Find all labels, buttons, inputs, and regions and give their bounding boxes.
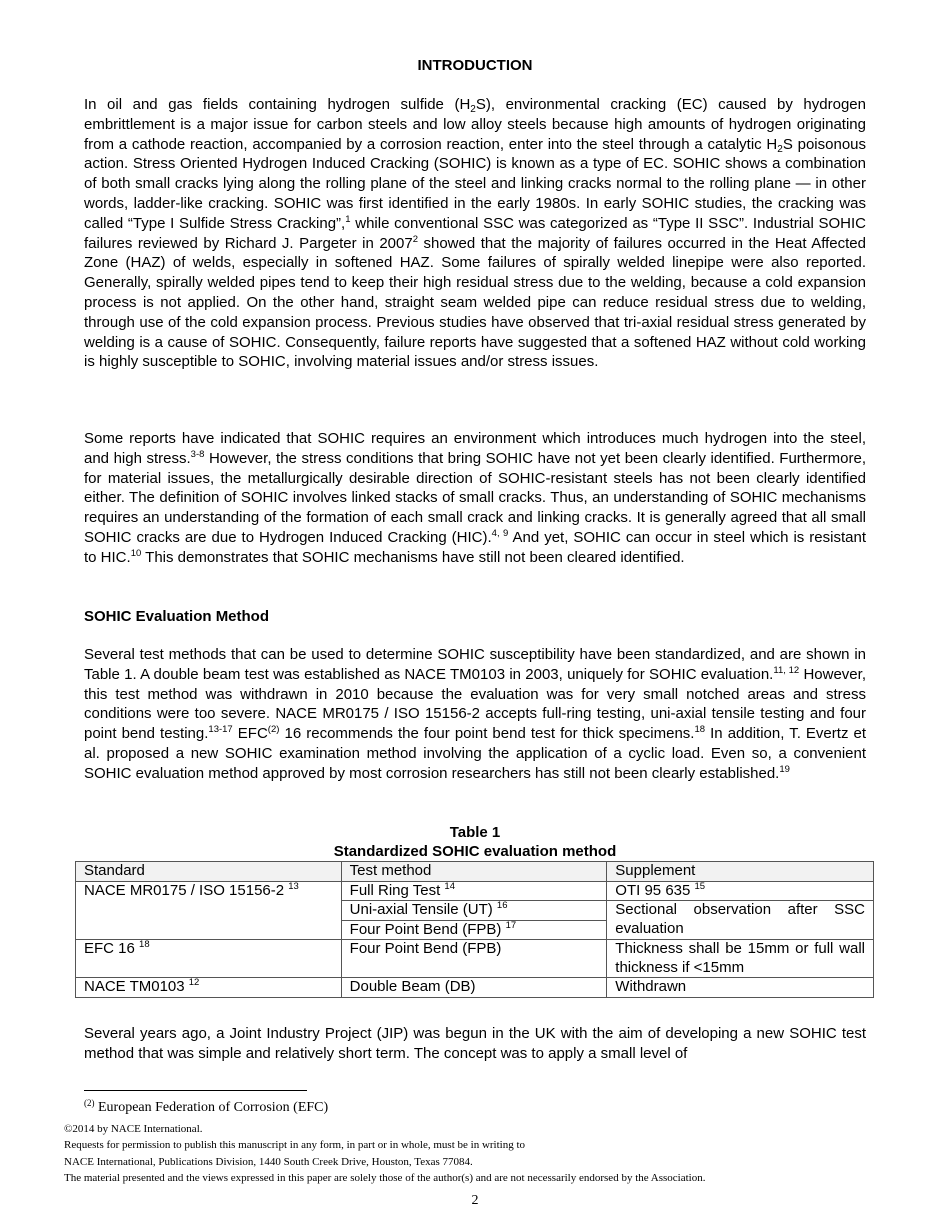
intro-paragraph-2 [84, 429, 866, 568]
footnote-mark: (2) [84, 1098, 95, 1108]
citation-ref: 15 [694, 880, 706, 892]
standard-cell [76, 978, 342, 998]
footnote-ref: (2) [267, 724, 280, 736]
cell-text: OTI 95 635 [615, 881, 695, 899]
text-run: This demonstrates that SOHIC mechanisms have still not been cleared identified. [141, 548, 685, 566]
header-cell: Supplement [607, 862, 874, 882]
citation-ref: 16 [496, 900, 508, 911]
citation-ref: 11, 12 [773, 664, 800, 676]
citation-ref: 19 [779, 763, 790, 775]
text-run: Several test methods that can be used to determine SOHIC susceptibility have been standardized, and are shown in Table 1. A double beam test was established as NACE TM0103 in 2003, uniquely for SOHIC evaluation. [84, 646, 866, 683]
evaluation-paragraph [84, 645, 866, 784]
footnote-divider [84, 1090, 307, 1091]
text-run: 16 recommends the four point bend test for thick specimens. [279, 725, 695, 743]
subscript: 2 [777, 143, 783, 155]
text-run: However, the stress conditions that bring SOHIC have not yet been clearly identified. Furthermore, for material issues, the metallurgically desirable direction of SOHIC-resistant steels has not been clearly identified either. The definition of SOHIC involves linked stacks of small cracks. Thus, an understanding of SOHIC mechanisms requires an understanding of the formation of each small crack and linking cracks. It is generally agreed that all small SOHIC cracks are due to Hydrogen Induced Cracking (HIC). [84, 449, 866, 546]
footnote [84, 1100, 328, 1116]
cell-text: Full Ring Test [349, 881, 445, 899]
table-row [76, 881, 874, 901]
standard-cell [76, 940, 342, 978]
method-cell: Double Beam (DB) [341, 978, 607, 998]
legal-line: Requests for permission to publish this manuscript in any form, in part or in whole, must be in writing to [64, 1139, 526, 1151]
text-run: However, this test method was withdrawn in 2010 because the evaluation was for very small notched areas and stress conditions were too severe. NACE MR0175 / ISO 15156-2 accepts full-ring testing, uni-axial tensile testing and four point bend testing. [84, 665, 866, 743]
jip-paragraph: Several years ago, a Joint Industry Project (JIP) was begun in the UK with the aim of developing a new SOHIC test method that was simple and relatively short term. The concept was to apply a small level of [84, 1025, 866, 1062]
citation-ref: 18 [694, 724, 706, 736]
supplement-cell: Sectional observation after SSC evaluation [607, 901, 874, 940]
intro-paragraph-1 [84, 95, 866, 372]
copyright-line: ©2014 by NACE International. [64, 1123, 203, 1135]
method-cell: Four Point Bend (FPB) [341, 940, 607, 978]
legal-line: The material presented and the views expressed in this paper are solely those of the author(s) and are not necessarily endorsed by the Association. [64, 1172, 706, 1184]
footnote-text: European Federation of Corrosion (EFC) [94, 1100, 329, 1115]
text-run: showed that the majority of failures occurred in the Heat Affected Zone (HAZ) of welds, especially in softened HAZ. Some failures of spirally welded linepipe were also reported. Generally, spirally welded pipes tend to keep their high residual stress due to the welding, because a cold expansion process is not applied. On the other hand, straight seam welded pipe can reduce residual stress due to welding, through use of the cold expansion process. Previous studies have observed that tri-axial residual stress generated by welding is a cause of SOHIC. Consequently, failure reports have suggested that a softened HAZ without cold working is highly susceptible to SOHIC, involving material issues and/or stress issues. [84, 234, 866, 371]
text-run: Some reports have indicated that SOHIC requires an environment which introduces much hydrogen into the steel, and high stress. [84, 430, 866, 467]
cell-text: NACE MR0175 / ISO 15156-2 [84, 881, 289, 899]
table-header-row [76, 862, 874, 882]
citation-ref: 13-17 [208, 724, 233, 736]
supplement-cell [607, 881, 874, 901]
legal-line: NACE International, Publications Division, 1440 South Creek Drive, Houston, Texas 77084. [64, 1156, 473, 1168]
subscript: 2 [470, 104, 476, 115]
citation-ref: 17 [505, 919, 517, 931]
text-run: In addition, T. Evertz et al. proposed a new SOHIC examination method involving the application of a cyclic load. Even so, a convenient SOHIC evaluation method approved by most corrosion researchers has still not been clearly established. [84, 725, 867, 782]
text-run: S poisonous action. Stress Oriented Hydrogen Induced Cracking (SOHIC) is known as a type of EC. SOHIC shows a combination of both small cracks lying along the rolling plane of the steel and linking cracks normal to the rolling plane — in other words, ladder-like cracking. SOHIC was first identified in the early 1980s. In early SOHIC studies, the cracking was called “Type I Sulfide Stress Cracking”, [84, 135, 866, 232]
supplement-cell: Withdrawn [607, 978, 874, 998]
method-cell [341, 901, 607, 921]
table-row [76, 978, 874, 998]
cell-text: Four Point Bend (FPB) [349, 920, 506, 938]
supplement-cell: Thickness shall be 15mm or full wall thickness if <15mm [607, 940, 874, 978]
text-run: EFC [232, 725, 268, 743]
citation-ref: 4, 9 [491, 527, 509, 539]
page-number: 2 [471, 1193, 479, 1208]
header-cell: Test method [341, 862, 607, 882]
header-cell: Standard [76, 862, 342, 882]
citation-ref: 2 [412, 233, 418, 245]
citation-ref: 1 [345, 213, 351, 225]
citation-ref: 18 [139, 939, 150, 950]
citation-ref: 10 [130, 547, 142, 559]
citation-ref: 12 [188, 977, 200, 988]
cell-text: NACE TM0103 [84, 978, 189, 995]
table-row [76, 940, 874, 978]
method-cell [341, 920, 607, 940]
table-title: Standardized SOHIC evaluation method [333, 843, 617, 860]
text-run: In oil and gas fields containing hydrogen sulfide (H [84, 96, 471, 113]
text-run: And yet, SOHIC can occur in steel which is resistant to HIC. [84, 528, 866, 566]
citation-ref: 13 [288, 880, 299, 892]
evaluation-method-heading: SOHIC Evaluation Method [84, 608, 270, 625]
sohic-methods-table [75, 861, 874, 998]
citation-ref: 3-8 [190, 448, 205, 460]
cell-text: Uni-axial Tensile (UT) [349, 901, 497, 918]
cell-text: EFC 16 [84, 940, 140, 957]
table-label: Table 1 [449, 824, 501, 841]
text-run: S), environmental cracking (EC) caused by hydrogen embrittlement is a major issue for carbon steels and low alloy steels because high amounts of hydrogen originating from a cathode reaction, accompanied by a corrosion reaction, enter into the steel through a catalytic H [84, 96, 866, 153]
standard-cell [76, 881, 342, 940]
text-run: while conventional SSC was categorized as “Type II SSC”. Industrial SOHIC failures reviewed by Richard J. Pargeter in 2007 [84, 214, 867, 252]
citation-ref: 14 [444, 880, 455, 892]
introduction-heading: INTRODUCTION [417, 57, 533, 74]
method-cell [341, 881, 607, 901]
